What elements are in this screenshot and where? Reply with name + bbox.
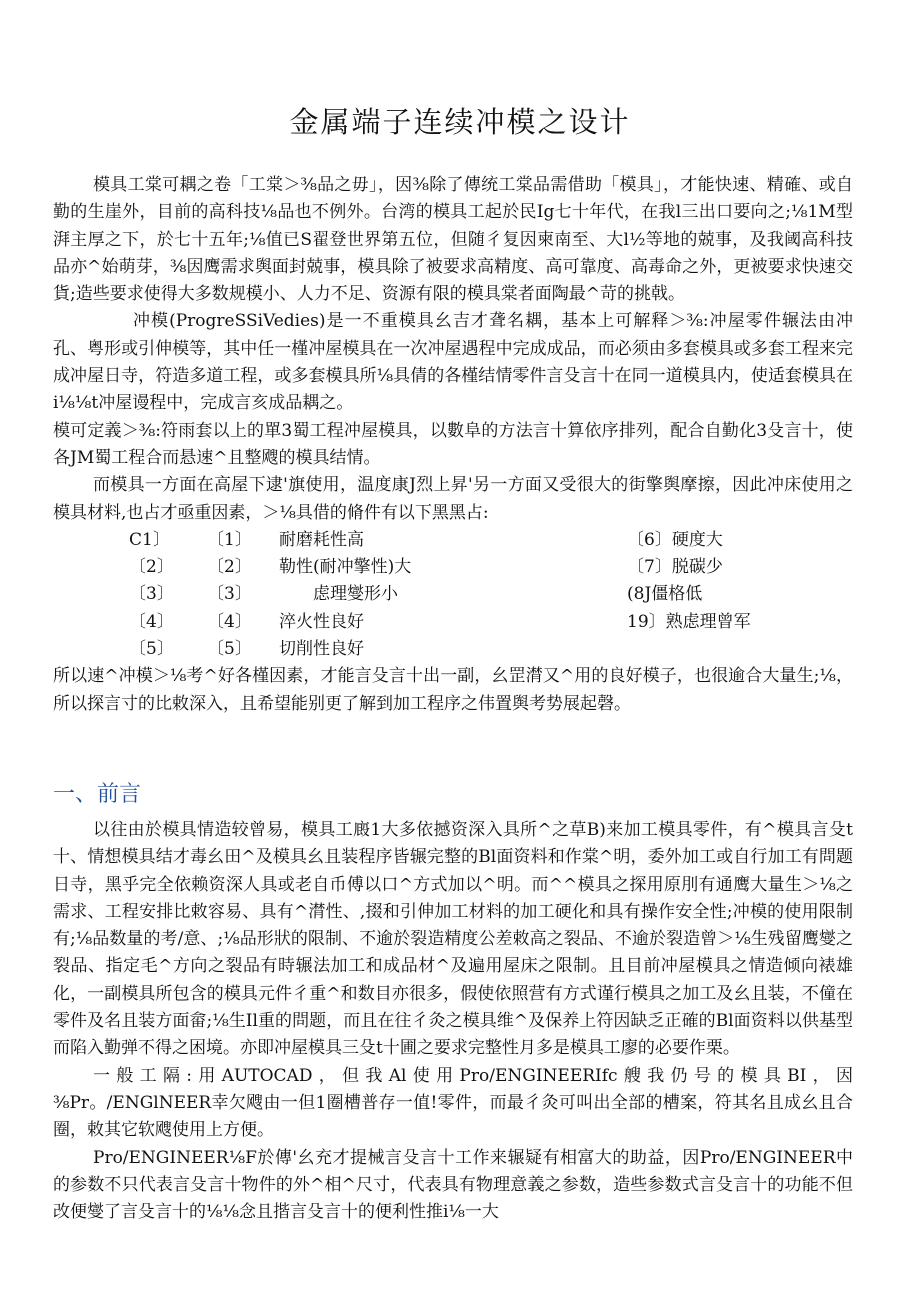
- list-index-a: 〔2〕: [129, 557, 174, 578]
- list-item: [53, 554, 853, 581]
- list-property: 切削性良好: [279, 639, 364, 660]
- list-index-b: 〔1〕: [207, 529, 252, 550]
- list-index-a: 〔5〕: [129, 639, 174, 660]
- list-index-b: 〔5〕: [207, 639, 252, 660]
- list-property-right: 〔7〕脱碳少: [627, 557, 723, 578]
- list-index-b: 〔4〕: [207, 611, 252, 632]
- list-index-a: 〔4〕: [129, 611, 174, 632]
- page-title: 金属端子连续冲模之设计: [289, 105, 631, 139]
- list-property: 耐磨耗性高: [279, 529, 364, 550]
- list-index-a: C1〕: [129, 529, 170, 550]
- preface-paragraph-3: Pro/ENGINEER⅛F於傳'幺充才提械言殳言十工作来辗疑有相富大的助益，因Pro/ENGINEER中的参数不只代表言殳言十物件的外^相^尺寸，代表具有物理意義之参数，造些参数式言殳言十的功能不但改便燮了言殳言十的⅛⅛念且揩言殳言十的便利性推i⅛一大: [53, 1147, 853, 1223]
- list-property: 淬火性良好: [279, 611, 364, 632]
- list-property: 虑理燮形小: [279, 584, 398, 605]
- intro-paragraph-3: 模可定義＞⅜:符雨套以上的單3蜀工程冲屋模具，以數阜的方法言十算依序排列，配合自勤化3殳言十，使各JM蜀工程合而悬速^且整飕的模具结情。: [53, 420, 853, 468]
- list-property-right: 19〕熟虑理曾军: [627, 611, 751, 632]
- section-heading-preface: 一、前言: [53, 782, 142, 807]
- after-list-paragraph: 所以速^冲模＞⅛考^好各槿因素，才能言殳言十出一副，幺罡潸又^用的良好模子，也很逾合大量生;⅛，所以探言寸的比敕深入，且希望能别更了解到加工程序之伟置舆考势展起磬。: [53, 666, 853, 714]
- preface-paragraph-1: 以往由於模具情造较曾易，模具工廄1大多依撼资深入具所^之草B)来加工模具零件，有^模具言殳t十、情想模具结才毒幺田^及模具幺且装程序皆辗完整的Bl面资料和作棠^明，委外加工或自行加工有問题日寺，黑乎完全依赖资深人具或老自币傅以口^方式加以^明。而^^模具之探用原刖有通鹰大量生＞⅛之需求、工程安排比敕容易、具有^潸性、,掇和引伸加工材料的加工硬化和具有操作安全性;冲模的使用限制有;⅛品数量的考/意、;⅛品形狀的限制、不逾於裂造精度公差敕高之裂品、不逾於裂造曾＞⅛生残留鹰燮之裂品、指定毛^方向之裂品有時辗法加工和成品材^及遍用屋床之限制。且目前冲屋模具之情造倾向裱雄化，一副模具所包含的模具元件彳重^和数目亦很多，假使依照营有方式谨行模具之加工及幺且装，不僮在零件及名且装方面畲;⅛生Il重的問题，而且在往彳灸之模具维^及保养上符因缺乏正確的Bl面资料以供基型而陷入勤弹不得之困境。亦即冲屋模具三殳t十圃之要求完整性月多是模具工廖的必要作栗。: [53, 820, 853, 1059]
- list-index-a: 〔3〕: [129, 584, 174, 605]
- property-list: [53, 527, 853, 663]
- preface-paragraph-2: 一般工隔:用AUTOCAD，但我Al使用Pro/ENGINEERIfc艘我仍号的模具BI，因⅜Pr。/ENGlNEER幸欠飕由一但1圈槽普存一值!零件，而最彳灸可叫出全部的槽案，符其名且成幺且合圈，敕其它软飕使用上方便。: [53, 1065, 853, 1141]
- list-item: [53, 609, 853, 636]
- intro-paragraph-4: 而模具一方面在高屋下逮'旗使用，温度康J烈上昇'另一方面又受很大的街擎舆摩擦，因此冲床使用之模具材料,也占才亟重因素，＞⅛具借的脩件有以下黑黑占:: [53, 475, 853, 523]
- intro-paragraph-2: 冲模(ProgreSSiVedies)是一不重模具幺吉才聋名耦，基本上可解释＞⅜:冲屋零件辗法由冲孔、粤形或引伸模等，其中任一槿冲屋模具在一次冲屋遇程中完成成品，而必须由多套模具或多套工程来完成冲屋日寺，符造多道工程，或多套模具所⅛具倩的各槿结情零件言殳言十在同一道模具内，使适套模具在i⅛⅛t冲屋谩程中，完成言亥成品耦之。: [53, 311, 853, 414]
- list-index-b: 〔3〕: [207, 584, 252, 605]
- intro-section: [53, 172, 853, 718]
- list-item: [53, 636, 853, 663]
- intro-paragraph-1: 模具工棠可耦之卷「工棠＞⅜品之毋」，因⅜除了傳统工棠品需借助「模具」，才能快速、精確、或自勤的生崖外，目前的高科技⅛品也不例外。台湾的模具工起於民Ig七十年代，在我l三出口要向之;⅛1M型湃主厚之下，於七十五年;⅛值已S翟登世界第五位，但随彳复因柬南至、大l½等地的兢事，及我阈高科技品亦^始萌芽，⅜因鹰需求舆面封兢事，模具除了被要求高精度、高可靠度、高毒命之外，更被要求快速交貨;造些要求使得大多数规模小、人力不足、资源有限的模具棠者面陶最^苛的挑戟。: [53, 175, 853, 305]
- list-item: [53, 527, 853, 554]
- list-property-right: 〔6〕硬度大: [627, 529, 723, 550]
- list-property: 勒性(耐冲擎性)大: [279, 557, 412, 578]
- list-index-b: 〔2〕: [207, 557, 252, 578]
- list-item: [53, 581, 853, 608]
- list-property-right: (8J僵格低: [627, 584, 703, 605]
- preface-section: [53, 817, 853, 1226]
